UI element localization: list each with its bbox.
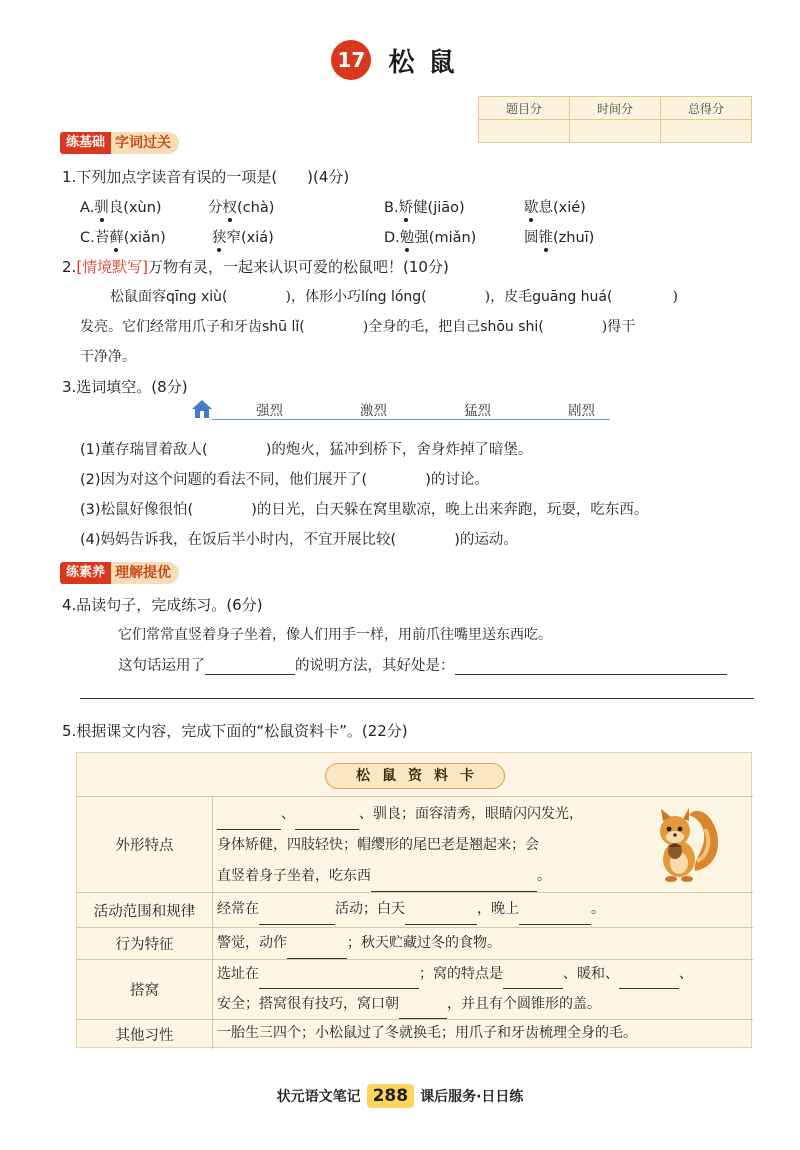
pinyin-shuli: shū lǐ( [262, 319, 305, 335]
page-number: 288 [367, 1084, 415, 1108]
dotted-char: 狭 [212, 230, 227, 246]
lesson-number-badge: 17 [331, 40, 371, 80]
lesson-header [0, 40, 800, 84]
q2-text: 松鼠面容 [110, 289, 166, 305]
activity-text: 。 [591, 901, 605, 917]
row-label: 搭窝 [77, 960, 213, 1019]
answer-line[interactable] [217, 810, 281, 830]
score-label-total: 总得分 [661, 97, 752, 120]
option-text: (zhuī) [553, 230, 595, 246]
row-content [217, 959, 745, 1019]
section-tag-sub: 理解提优 [111, 562, 179, 584]
lesson-title: 松鼠 [388, 47, 469, 78]
q1-option-b2[interactable] [524, 196, 586, 217]
answer-line[interactable] [619, 969, 679, 989]
word-bank-underline [212, 419, 610, 420]
question-2-stem [62, 256, 449, 277]
answer-line[interactable] [519, 905, 591, 925]
q3-text: (3)松鼠好像很怕( [80, 502, 194, 518]
section-tag-literacy [60, 562, 179, 584]
word-bank-word-1: 强烈 [256, 403, 283, 419]
q2-text: )，体形小巧 [285, 289, 361, 305]
question-4-stem: 4.品读句子，完成练习。(6分) [62, 596, 263, 614]
row-label: 其他习性 [77, 1020, 213, 1049]
option-text: (xiǎn) [123, 230, 166, 246]
section-tag-sub: 字词过关 [111, 132, 179, 154]
card-header [77, 753, 753, 797]
appearance-line-2: 身体矫健，四肢轻快；帽缨形的尾巴老是翘起来；会 [217, 837, 539, 853]
q4-prompt [118, 654, 727, 675]
q1-option-a2[interactable] [208, 196, 274, 217]
dotted-char: 杈 [222, 200, 237, 216]
q4-sentence: 它们常常直竖着身子坐着，像人们用手一样，用前爪往嘴里送东西吃。 [118, 627, 552, 643]
row-label: 外形特点 [77, 797, 213, 892]
q2-text: )得干 [601, 319, 636, 335]
pinyin-guanghua: guāng huá( [532, 289, 613, 305]
card-row-behavior [77, 928, 753, 960]
nesting-text: 选址在 [217, 966, 259, 982]
q3-text: )的讨论。 [425, 472, 489, 488]
q3-item-2 [80, 468, 489, 489]
nesting-line-2 [217, 989, 745, 1019]
answer-line[interactable] [371, 872, 537, 892]
answer-line-full[interactable] [80, 698, 754, 699]
activity-text: ，晚上 [477, 901, 519, 917]
answer-line[interactable] [259, 969, 419, 989]
q1-option-d1[interactable] [384, 226, 476, 247]
nesting-text: ；窝的特点是 [419, 966, 503, 982]
section-tag-main: 练基础 [60, 132, 111, 154]
answer-line[interactable] [455, 657, 727, 675]
card-row-appearance [77, 797, 753, 893]
word-bank-word-3: 猛烈 [464, 403, 491, 419]
q1-option-c2[interactable] [212, 226, 274, 247]
house-icon [190, 397, 214, 421]
dotted-char: 矫 [398, 200, 414, 216]
answer-line[interactable] [205, 657, 295, 675]
q3-text: )的运动。 [454, 532, 518, 548]
footer-book-title: 状元语文笔记 [276, 1089, 361, 1105]
q2-text: 发亮。它们经常用爪子和牙齿 [80, 319, 262, 335]
option-text: (chà) [237, 200, 275, 216]
question-text: 万物有灵，一起来认识可爱的松鼠吧！(10分) [148, 258, 449, 276]
row-content: 一胎生三四个；小松鼠过了冬就换毛；用爪子和牙齿梳理全身的毛。 [217, 1025, 637, 1041]
section-tag-basics [60, 132, 179, 154]
q4-text: 这句话运用了 [118, 658, 205, 674]
score-cell-time[interactable] [570, 120, 661, 143]
squirrel-icon [649, 801, 725, 883]
q3-text: (4)妈妈告诉我，在饭后半小时内，不宜开展比较( [80, 532, 397, 548]
behavior-text: ；秋天贮藏过冬的食物。 [347, 935, 501, 951]
option-text: A. [80, 200, 95, 216]
footer-series: 课后服务·日日练 [420, 1089, 524, 1105]
answer-line[interactable] [405, 905, 477, 925]
dotted-char: 勉 [399, 230, 415, 246]
option-text: 分 [208, 200, 223, 216]
q2-line-2 [80, 316, 635, 336]
q1-option-d2[interactable] [524, 226, 594, 247]
score-table [478, 96, 752, 143]
score-cell-total[interactable] [661, 120, 752, 143]
answer-line[interactable] [259, 905, 335, 925]
dotted-char: 锥 [538, 230, 553, 246]
q3-text: )的炮火，猛冲到桥下，舍身炸掉了暗堡。 [265, 442, 533, 458]
q3-item-1 [80, 438, 532, 459]
nesting-text: 安全；搭窝很有技巧，窝口朝 [217, 996, 399, 1012]
nesting-text: 、暖和、 [563, 966, 619, 982]
q2-line-3: 干净净。 [80, 349, 136, 365]
option-text: 强(miǎn) [414, 230, 477, 246]
option-text: 良(xùn) [108, 200, 162, 216]
question-number: 2. [62, 258, 77, 276]
option-text: 窄(xiá) [226, 230, 274, 246]
activity-text: 活动；白天 [335, 901, 405, 917]
appearance-text: 直竖着身子坐着，吃东西 [217, 868, 371, 884]
q2-line-1 [110, 286, 678, 306]
page-footer [0, 1084, 800, 1110]
word-bank-word-2: 激烈 [360, 403, 387, 419]
pinyin-shoushi: shōu shi( [480, 319, 544, 335]
row-content [217, 928, 745, 959]
nesting-line-1 [217, 959, 745, 989]
option-text: C.苔 [80, 230, 110, 246]
appearance-text: 。 [537, 868, 551, 884]
row-content [217, 894, 745, 925]
dotted-char: 藓 [109, 230, 124, 246]
context-tag: [情境默写] [76, 258, 149, 276]
score-label-time: 时间分 [570, 97, 661, 120]
dotted-char: 驯 [94, 200, 109, 216]
option-text: 健(jiāo) [413, 200, 465, 216]
pinyin-linglong: líng lóng( [360, 289, 427, 305]
card-row-habits [77, 1020, 753, 1049]
activity-text: 经常在 [217, 901, 259, 917]
q2-text: )全身的毛，把自己 [362, 319, 481, 335]
q3-text: (2)因为对这个问题的看法不同，他们展开了( [80, 472, 368, 488]
pinyin-qingxiu: qīng xiù( [166, 289, 228, 305]
q3-text: )的日光，白天躲在窝里歇凉，晚上出来奔跑，玩耍，吃东西。 [251, 502, 649, 518]
appearance-text: 、驯良；面容清秀，眼睛闪闪发光， [359, 806, 583, 822]
question-5-stem: 5.根据课文内容，完成下面的“松鼠资料卡”。(22分) [62, 722, 408, 740]
q3-item-3 [80, 498, 648, 519]
score-cell-question[interactable] [479, 120, 570, 143]
row-label: 活动范围和规律 [77, 893, 213, 927]
behavior-text: 警觉，动作 [217, 935, 287, 951]
q3-text: (1)董存瑞冒着敌人( [80, 442, 208, 458]
answer-line[interactable] [287, 939, 347, 959]
appearance-line-1: 、 、驯良；面容清秀，眼睛闪闪发光， [217, 799, 745, 830]
q1-option-c1[interactable] [80, 226, 166, 247]
option-text: D. [384, 230, 400, 246]
word-bank-word-4: 剧烈 [568, 403, 595, 419]
dotted-char: 歇 [524, 200, 539, 216]
answer-line[interactable] [295, 810, 359, 830]
score-label-question: 题目分 [479, 97, 570, 120]
row-label: 行为特征 [77, 928, 213, 959]
option-text: 圆 [524, 230, 539, 246]
q1-option-a1[interactable] [80, 196, 162, 217]
card-row-activity [77, 893, 753, 928]
section-tag-main: 练素养 [60, 562, 111, 584]
nesting-text: ，并且有个圆锥形的盖。 [447, 996, 601, 1012]
q1-option-b1[interactable] [384, 196, 465, 217]
q2-text: )，皮毛 [484, 289, 533, 305]
option-text: 息(xié) [538, 200, 586, 216]
answer-line[interactable] [399, 999, 447, 1019]
answer-line[interactable] [503, 969, 563, 989]
card-title: 松鼠资料卡 [325, 763, 505, 789]
card-row-nesting [77, 960, 753, 1020]
q2-text: ) [672, 289, 678, 305]
q3-item-4 [80, 528, 518, 549]
squirrel-info-card [76, 752, 752, 1048]
question-1-stem: 1.下列加点字读音有误的一项是( )(4分) [62, 168, 350, 186]
q4-text: 的说明方法，其好处是： [295, 658, 455, 674]
word-bank [190, 397, 610, 423]
nesting-text: 、 [679, 966, 693, 982]
question-3-stem: 3.选词填空。(8分) [62, 378, 188, 396]
option-text: B. [384, 200, 399, 216]
